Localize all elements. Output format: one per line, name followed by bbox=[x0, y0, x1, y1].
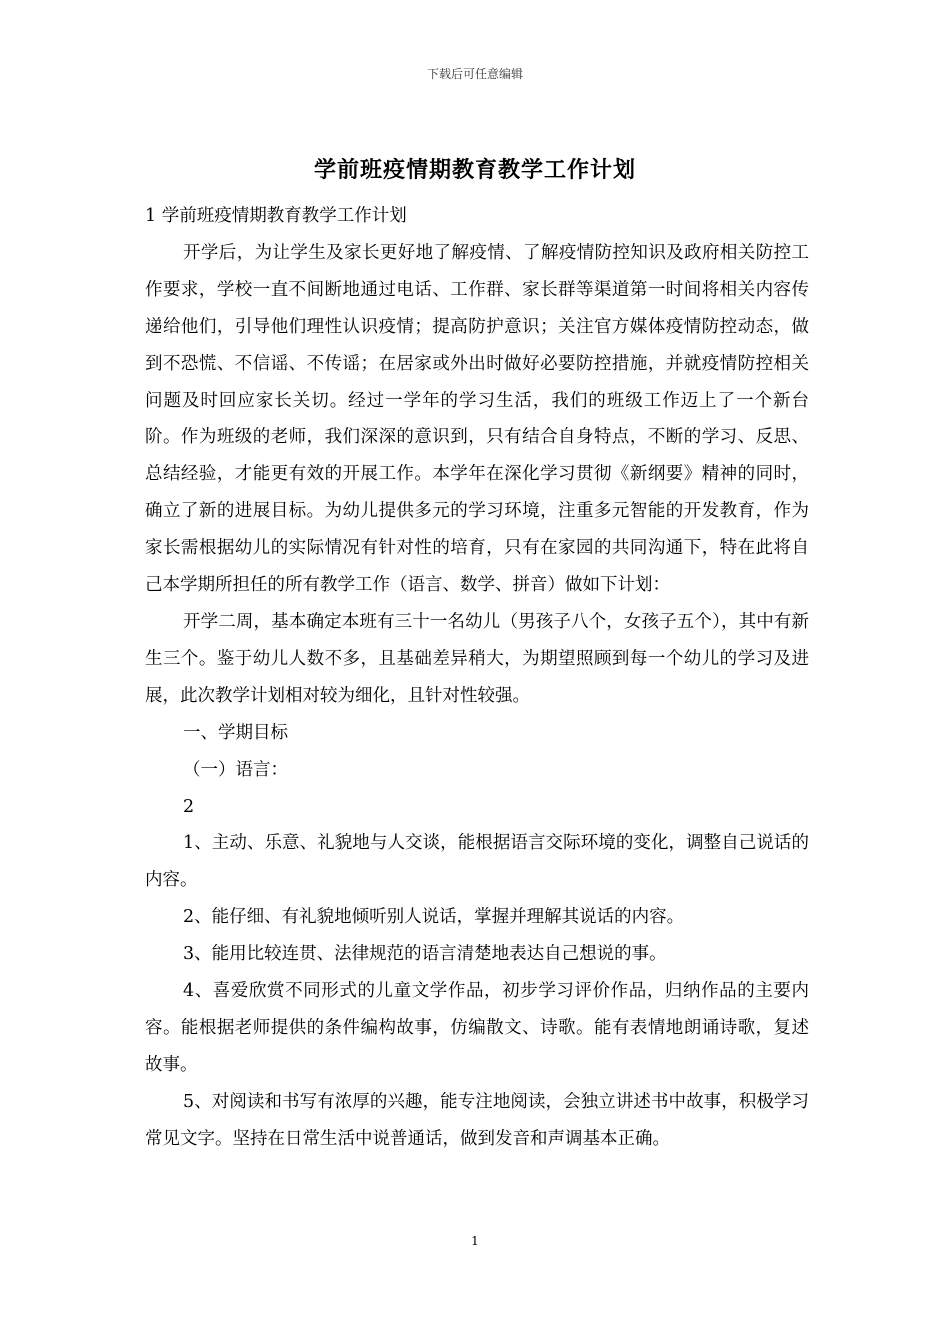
goal-item-2: 2、能仔细、有礼貌地倾听别人说话，掌握并理解其说话的内容。 bbox=[183, 907, 685, 928]
goal-item-5: 5、对阅读和书写有浓厚的兴趣，能专注地阅读，会独立讲述书中故事，积极学习常见文字。坚持在日常生活中说普通话，做到发音和声调基本正确。 bbox=[145, 1091, 809, 1149]
paragraph-intro: 开学后，为让学生及家长更好地了解疫情、了解疫情防控知识及政府相关防控工作要求，学校一直不间断地通过电话、工作群、家长群等渠道第一时间将相关内容传递给他们，引导他们理性认识疫情；提高防护意识；关注官方媒体疫情防控动态，做到不恐慌、不信谣、不传谣；在居家或外出时做好必要防控措施，并就疫情防控相关问题及时回应家长关切。经过一学年的学习生活，我们的班级工作迈上了一个新台阶。作为班级的老师，我们深深的意识到，只有结合自身特点，不断的学习、反思、总结经验，才能更有效的开展工作。本学年在深化学习贯彻《新纲要》精神的同时，确立了新的进展目标。为幼儿提供多元的学习环境，注重多元智能的开发教育，作为家长需根据幼儿的实际情况有针对性的培育，只有在家园的共同沟通下，特在此将自己本学期所担任的所有教学工作（语言、数学、拼音）做如下计划： bbox=[145, 242, 809, 596]
paragraph-marker: 2 bbox=[183, 796, 195, 817]
paragraph-class-info: 开学二周，基本确定本班有三十一名幼儿（男孩子八个，女孩子五个），其中有新生三个。鉴于幼儿人数不多，且基础差异稍大，为期望照顾到每一个幼儿的学习及进展，此次教学计划相对较为细化，且针对性较强。 bbox=[145, 611, 809, 706]
section-heading: 1 学前班疫情期教育教学工作计划 bbox=[145, 206, 407, 226]
page-number: 1 bbox=[471, 1234, 479, 1248]
document-title: 学前班疫情期教育教学工作计划 bbox=[313, 157, 636, 183]
page-header-note: 下载后可任意编辑 bbox=[426, 67, 523, 81]
goal-item-3: 3、能用比较连贯、法律规范的语言清楚地表达自己想说的事。 bbox=[183, 944, 667, 965]
goal-item-1: 1、主动、乐意、礼貌地与人交谈，能根据语言交际环境的变化，调整自己说话的内容。 bbox=[145, 833, 809, 891]
document-body bbox=[145, 198, 809, 1158]
heading-semester-goals: 一、学期目标 bbox=[183, 722, 288, 743]
goal-item-4: 4、喜爱欣赏不同形式的儿童文学作品，初步学习评价作品，归纳作品的主要内容。能根据老师提供的条件编构故事，仿编散文、诗歌。能有表情地朗诵诗歌，复述故事。 bbox=[145, 981, 809, 1075]
subheading-language: （一）语言： bbox=[183, 759, 288, 780]
